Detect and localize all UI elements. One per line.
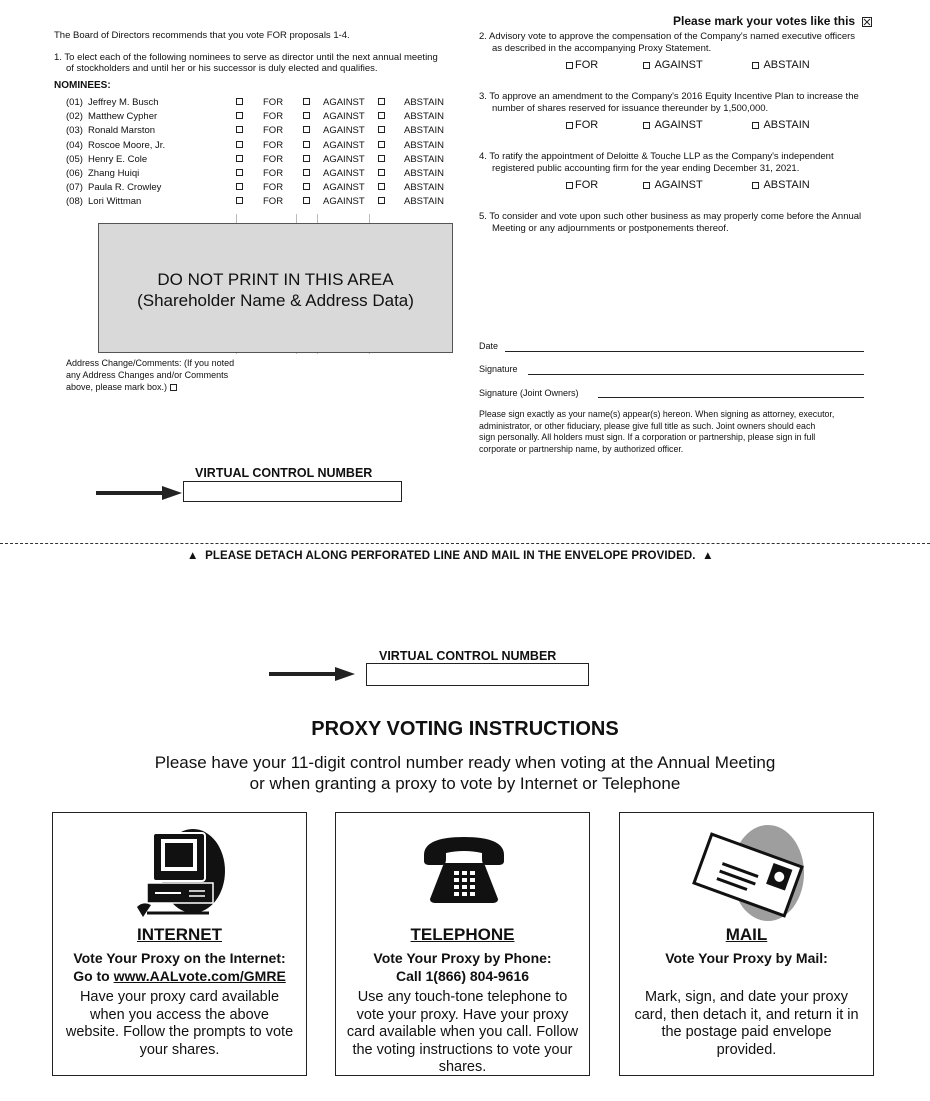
against-checkbox[interactable] [643,182,650,189]
nominee-for-checkbox[interactable] [236,126,243,133]
nominee-for-checkbox[interactable] [236,197,243,204]
proposal-4-abstain[interactable]: ABSTAIN [752,179,810,191]
perforated-line [0,543,930,544]
abstain-label: ABSTAIN [404,125,444,137]
abstain-label: ABSTAIN [404,153,444,165]
for-label: FOR [263,196,284,208]
abstain-label: ABSTAIN [404,168,444,179]
detach-notice: ▲ PLEASE DETACH ALONG PERFORATED LINE AND MAIL IN THE ENVELOPE PROVIDED. ▲ [187,550,714,562]
address-change-checkbox[interactable] [170,384,177,391]
nominee-row [66,196,466,210]
nominee-abstain-checkbox[interactable] [378,197,385,204]
do-not-print-area [98,223,453,353]
internet-card [52,812,307,1076]
abstain-checkbox[interactable] [752,122,759,129]
internet-description: Have your proxy card available when you access the above website. Follow the prompts to vote your shares. [65,989,294,1058]
nominee-for-checkbox[interactable] [236,141,243,148]
telephone-icon [420,833,508,905]
abstain-label: ABSTAIN [404,196,444,208]
against-label: AGAINST [323,139,365,151]
address-change-line2: any Address Changes and/or Comments [66,370,229,380]
nominee-for-checkbox[interactable] [236,112,243,119]
for-label: FOR [263,111,284,123]
nominee-name: Zhang Huiqi [88,168,140,179]
for-checkbox[interactable] [566,182,573,189]
abstain-label: ABSTAIN [404,182,444,194]
address-change-line3-wrap [66,382,177,393]
nominee-row [66,182,466,196]
telephone-subtitle: Vote Your Proxy by Phone: Call 1(866) 804-9616 [336,949,589,985]
proposal-4-against[interactable]: AGAINST [643,179,703,191]
nominee-for-checkbox[interactable] [236,169,243,176]
nominees-label: NOMINEES: [54,80,111,91]
against-label: AGAINST [323,182,365,194]
proposal-1-text: 1. To elect each of the following nominees to serve as director until the next annual meeting [54,52,438,63]
proposal-2-for[interactable]: FOR [566,59,598,71]
nominee-against-checkbox[interactable] [303,183,310,190]
mail-envelope-icon [690,823,806,923]
proposal-3-abstain[interactable]: ABSTAIN [752,119,810,131]
nominee-row [66,154,466,168]
nominee-against-checkbox[interactable] [303,126,310,133]
proposal-3-options [566,119,866,133]
computer-icon [133,827,229,919]
proposal-3-line2: number of shares reserved for issuance thereunder by 1,500,000. [492,103,769,114]
against-label: AGAINST [323,125,365,137]
proposal-4-line2: registered public accounting firm for the year ending December 31, 2021. [492,163,800,174]
control-number-field-2[interactable] [366,663,589,686]
against-label: AGAINST [323,168,365,179]
control-number-label-2: VIRTUAL CONTROL NUMBER [379,649,557,663]
nominee-against-checkbox[interactable] [303,98,310,105]
nominee-row [66,111,466,125]
for-label: FOR [263,139,284,151]
internet-title: INTERNET [137,925,222,944]
proposal-2-against[interactable]: AGAINST [643,59,703,71]
nominee-number: (01) [66,97,83,108]
nominee-for-checkbox[interactable] [236,98,243,105]
internet-voting-link[interactable]: www.AALvote.com/GMRE [113,968,286,984]
nominee-against-checkbox[interactable] [303,141,310,148]
nominee-number: (02) [66,111,83,123]
arrow-right-icon [96,485,182,501]
nominee-number: (05) [66,153,83,165]
against-label: AGAINST [323,196,365,208]
nominee-against-checkbox[interactable] [303,169,310,176]
abstain-label: ABSTAIN [404,139,444,151]
proposal-2-line1: 2. Advisory vote to approve the compensation of the Company's named executive officers [479,31,856,42]
telephone-card [335,812,590,1076]
proposal-3-line1: 3. To approve an amendment to the Company's 2016 Equity Incentive Plan to increase the [479,91,859,102]
proposal-5-line1: 5. To consider and vote upon such other business as may properly come before the Annual [479,211,862,222]
nominee-number: (03) [66,125,83,137]
signature-field[interactable] [528,374,864,375]
mail-title: MAIL [725,925,768,944]
do-not-print-line1: DO NOT PRINT IN THIS AREA [157,270,394,289]
telephone-description: Use any touch-tone telephone to vote your proxy. Have your proxy card available when you call. Follow the voting instructions to vote your shares. [346,989,579,1075]
nominee-against-checkbox[interactable] [303,155,310,162]
nominee-against-checkbox[interactable] [303,112,310,119]
triangle-up-icon: ▲ [702,550,714,562]
proposal-2-abstain[interactable]: ABSTAIN [752,59,810,71]
abstain-checkbox[interactable] [752,62,759,69]
nominee-row [66,125,466,139]
signature-label: Signature [479,364,518,374]
nominee-for-checkbox[interactable] [236,183,243,190]
nominee-abstain-checkbox[interactable] [378,126,385,133]
against-checkbox[interactable] [643,62,650,69]
proposal-4-options [566,179,866,193]
telephone-number[interactable]: Call 1(866) 804-9616 [395,968,530,984]
for-label: FOR [263,153,284,165]
nominee-abstain-checkbox[interactable] [378,155,385,162]
nominee-abstain-checkbox[interactable] [378,141,385,148]
proposal-3-for[interactable]: FOR [566,119,598,131]
nominee-name: Matthew Cypher [88,111,158,123]
nominee-abstain-checkbox[interactable] [378,169,385,176]
nominee-number: (04) [66,139,83,151]
nominee-abstain-checkbox[interactable] [378,183,385,190]
joint-signature-field[interactable] [598,397,864,398]
mark-votes-instruction: Please mark your votes like this [673,14,872,28]
abstain-label: ABSTAIN [404,111,444,123]
abstain-checkbox[interactable] [752,182,759,189]
internet-subtitle: Vote Your Proxy on the Internet: Go to www.AALvote.com/GMRE [73,950,286,984]
against-label: AGAINST [323,111,365,123]
mail-subtitle: Vote Your Proxy by Mail: [665,950,828,966]
nominee-abstain-checkbox[interactable] [378,112,385,119]
for-label: FOR [263,97,284,108]
address-change-line1: Address Change/Comments: (If you noted [66,358,235,368]
triangle-up-icon: ▲ [187,550,199,562]
nominee-name: Roscoe Moore, Jr. [88,139,166,151]
proposal-5-line2: Meeting or any adjournments or postponements thereof. [492,223,729,234]
for-label: FOR [263,182,284,194]
proposal-4-line1: 4. To ratify the appointment of Deloitte & Touche LLP as the Company's independent [479,151,834,162]
nominee-number: (08) [66,196,83,208]
marked-box-icon [862,17,872,27]
against-label: AGAINST [323,153,365,165]
for-checkbox[interactable] [566,122,573,129]
date-label: Date [479,341,499,351]
for-checkbox[interactable] [566,62,573,69]
arrow-right-icon [269,666,355,682]
against-label: AGAINST [323,97,365,108]
nominee-name: Henry E. Cole [88,153,148,165]
board-recommendation: The Board of Directors recommends that you vote FOR proposals 1-4. [54,30,350,41]
nominee-name: Paula R. Crowley [88,182,162,194]
proposal-4-for[interactable]: FOR [566,179,598,191]
do-not-print-line2: (Shareholder Name & Address Data) [137,291,414,310]
nominee-list [66,97,466,217]
mail-description: Mark, sign, and date your proxy card, then detach it, and return it in the postage paid envelope provided. [634,989,859,1058]
nominee-number: (07) [66,182,83,194]
telephone-title: TELEPHONE [410,925,515,944]
nominee-row [66,97,466,111]
nominee-number: (06) [66,168,83,179]
nominee-name: Lori Wittman [88,196,142,208]
nominee-against-checkbox[interactable] [303,197,310,204]
proposal-1-text-cont: of stockholders and until her or his successor is duly elected and qualifies. [66,63,378,74]
nominee-row [66,140,466,154]
nominee-abstain-checkbox[interactable] [378,98,385,105]
signing-instructions: Please sign exactly as your name(s) appear(s) hereon. When signing as attorney, executor, administrator, or other fiduciary, please give full title as such. Joint owners should each sign personally. All holders must sign. If a corporation or partnership, please sign in full corporate or partnership name, by authorized officer. [479,409,835,454]
against-checkbox[interactable] [643,122,650,129]
date-field[interactable] [505,351,864,352]
control-number-field[interactable] [183,481,402,502]
mail-card [619,812,874,1076]
nominee-name: Jeffrey M. Busch [88,97,159,108]
instructions-title: PROXY VOTING INSTRUCTIONS [311,718,619,740]
nominee-name: Ronald Marston [88,125,156,137]
control-number-label: VIRTUAL CONTROL NUMBER [195,466,373,480]
for-label: FOR [263,125,284,137]
address-change-line3: above, please mark box.) [66,382,168,392]
joint-signature-label: Signature (Joint Owners) [479,388,579,398]
nominee-row [66,168,466,182]
proposal-2-line2: as described in the accompanying Proxy Statement. [492,43,712,54]
instructions-subtitle: Please have your 11-digit control number ready when voting at the Annual Meeting or when granting a proxy to vote by Internet or Telephone [154,753,776,793]
abstain-label: ABSTAIN [404,97,444,108]
proposal-2-options [566,59,866,73]
proposal-3-against[interactable]: AGAINST [643,119,703,131]
for-label: FOR [263,168,284,179]
nominee-for-checkbox[interactable] [236,155,243,162]
